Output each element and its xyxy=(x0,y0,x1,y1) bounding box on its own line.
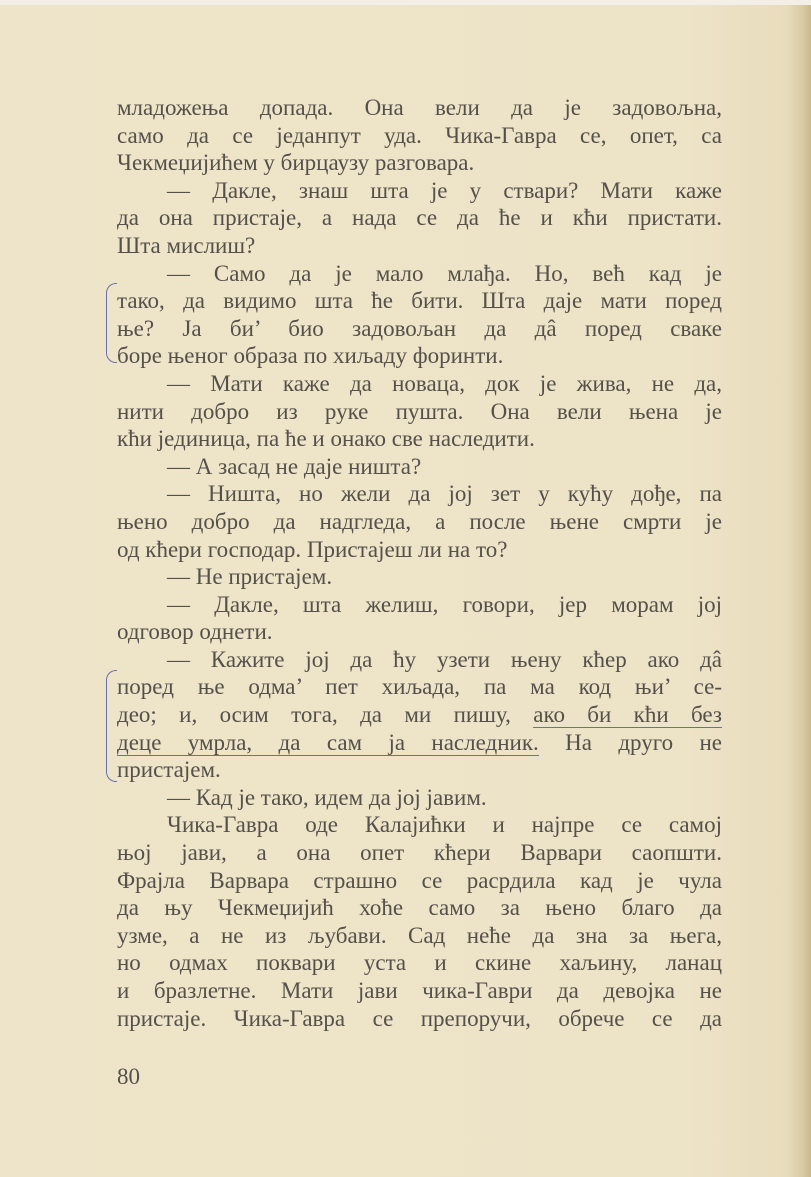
text-line: поред ње одма’ пет хиљада, па ма код њи’ се- xyxy=(117,674,722,700)
text-segment: На друго не xyxy=(538,729,722,755)
text-line xyxy=(117,729,722,757)
text-line xyxy=(117,701,722,729)
text-line: но одмах поквари уста и скине хаљину, ланац xyxy=(117,950,722,976)
text-line: Чекмеџијићем у бирцаузу разговара. xyxy=(117,150,475,176)
text-line: њој јави, а она опет кћери Варвари саопшти. xyxy=(117,840,722,866)
text-line: кћи јединица, па ће и онако све наследити. xyxy=(117,426,535,452)
text-line: ње? Ја би’ био задовољан да дâ поред сваке xyxy=(117,315,722,341)
text-line: од кћери господар. Пристајеш ли на то? xyxy=(117,536,508,562)
text-line: Фрајла Варвара страшно се расрдила кад је чула xyxy=(117,867,722,893)
scan-top-edge xyxy=(0,0,811,5)
text-line: — Кажите јој да ћу узети њену кћер ако дâ xyxy=(167,646,722,672)
text-line: — Дакле, знаш шта је у ствари? Мати каже xyxy=(167,177,722,203)
text-line: — Кад је тако, идем да јој јавим. xyxy=(167,784,487,810)
pen-bracket-mark xyxy=(106,283,117,363)
text-line: — Дакле, шта желиш, говори, јер морам јој xyxy=(167,591,722,617)
underlined-text: ако би кћи без xyxy=(533,702,722,728)
text-line: да њу Чекмеџијић хоће само за њено благо да xyxy=(117,895,722,921)
text-line: — А засад не даје ништа? xyxy=(167,453,422,479)
text-line: њено добро да надгледа, а после њене смрти је xyxy=(117,508,722,534)
text-line: младожења допада. Она вели да је задовољна, xyxy=(117,95,722,120)
text-line: — Само да је мало млађа. Но, већ кад је xyxy=(167,260,722,286)
text-line: боре њеног образа по хиљаду форинти. xyxy=(117,343,504,369)
underlined-text: деце умрла, да сам ја наследник. xyxy=(117,729,539,755)
text-line: — Не пристајем. xyxy=(167,564,333,590)
text-line: тако, да видимо шта ће бити. Шта даје мати поред xyxy=(117,288,722,314)
text-line: пристајем. xyxy=(117,757,221,783)
text-line: нити добро из руке пушта. Она вели њена је xyxy=(117,398,722,424)
text-line: да она пристаје, а нада се да ће и кћи пристати. xyxy=(117,205,722,231)
text-line: одговор однети. xyxy=(117,619,273,645)
text-segment: део; и, осим тога, да ми пишу, xyxy=(117,702,534,728)
text-line: — Ништа, но жели да јој зет у кућу дође, па xyxy=(167,481,722,507)
text-line: узме, а не из љубави. Сад неће да зна за њега, xyxy=(117,922,722,948)
text-line: и бразлетне. Мати јави чика-Гаври да девојка не xyxy=(117,978,722,1003)
pen-bracket-mark xyxy=(106,670,117,782)
text-line: — Мати каже да новаца, док је жива, не да, xyxy=(167,370,722,396)
text-line: пристаје. Чика-Гавра се препоручи, обрече се да xyxy=(117,1005,722,1031)
text-line: Шта мислиш? xyxy=(117,232,256,258)
text-line: само да се једанпут уда. Чика-Гавра се, опет, са xyxy=(117,122,722,148)
page-number: 80 xyxy=(117,1064,140,1089)
text-line: Чика-Гавра оде Калајићки и најпре се самој xyxy=(167,812,722,838)
body-text xyxy=(117,94,722,1032)
